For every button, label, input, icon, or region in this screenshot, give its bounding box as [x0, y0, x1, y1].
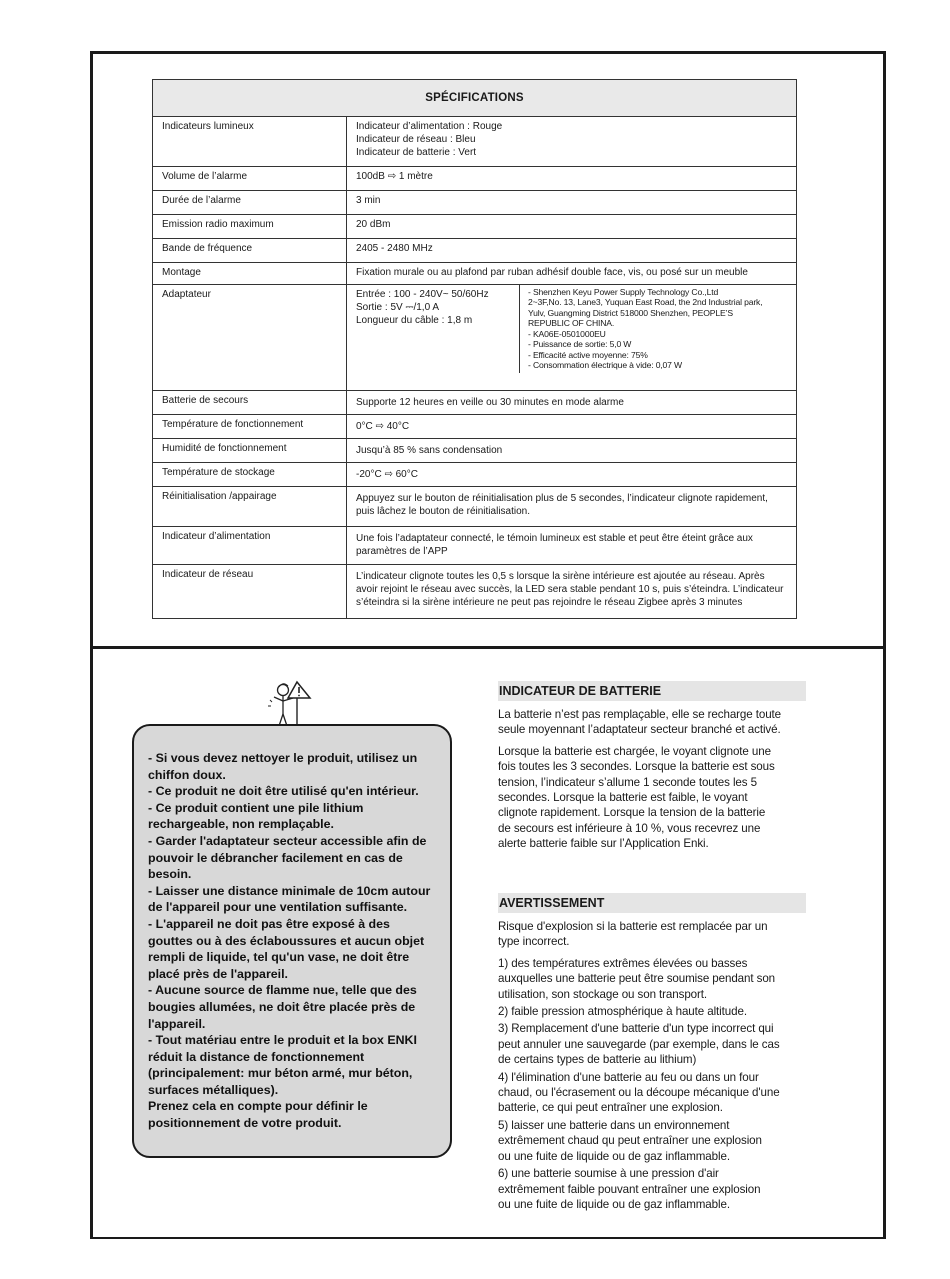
text-line: 3 min — [356, 195, 381, 206]
spec-row — [153, 191, 797, 215]
spec-row — [153, 415, 797, 439]
text-line: Longueur du câble : 1,8 m — [356, 315, 473, 326]
text-line: L’indicateur clignote toutes les 0,5 s lorsque la sirène intérieure est ajoutée au réseau. Après — [356, 571, 765, 582]
text-line: Indicateur de réseau : Bleu — [356, 134, 476, 145]
text-line: tension, l’indicateur s’allume 1 seconde toutes les 5 — [498, 775, 757, 789]
avertissement-item — [498, 1070, 805, 1116]
text-line: alerte batterie faible sur l’Application Enki. — [498, 837, 709, 851]
text-line: type incorrect. — [498, 935, 570, 949]
text-line: paramètres de l’APP — [356, 546, 448, 557]
text-line: réduit la distance de fonctionnement — [148, 1049, 365, 1064]
avertissement-item — [498, 1021, 805, 1067]
text-line: extrêmement chaud qu peut entraîner une explosion — [498, 1134, 762, 1148]
text-line: - Puissance de sortie: 5,0 W — [528, 339, 632, 350]
text-line: - L'appareil ne doit pas être exposé à des — [148, 916, 390, 931]
text-line: - Ce produit ne doit être utilisé qu'en intérieur. — [148, 784, 419, 799]
text-line: utilisation, son stockage ou son transport. — [498, 987, 708, 1001]
safety-warning-box — [132, 724, 452, 1158]
spec-label: Température de fonctionnement — [153, 415, 347, 439]
text-line: clignote rapidement. Lorsque la tension de la batterie — [498, 806, 766, 820]
text-line: - Laisser une distance minimale de 10cm autour — [148, 883, 431, 898]
spec-label: Montage — [153, 263, 347, 285]
text-line: gouttes ou à des éclaboussures et aucun objet — [148, 933, 425, 948]
spec-label: Indicateurs lumineux — [153, 117, 347, 167]
spec-value — [347, 263, 797, 285]
spec-label: Réinitialisation /appairage — [153, 487, 347, 527]
spec-value — [347, 415, 797, 439]
spec-value — [347, 167, 797, 191]
spec-value — [347, 117, 797, 167]
avertissement-intro — [498, 919, 805, 950]
text-line: - Aucune source de flamme nue, telle que des — [148, 983, 417, 998]
specifications-title: SPÉCIFICATIONS — [153, 80, 797, 117]
spec-row — [153, 167, 797, 191]
text-line: Une fois l’adaptateur connecté, le témoin lumineux est stable et peut être éteint grâce aux — [356, 533, 753, 544]
text-line: Prenez cela en compte pour définir le — [148, 1099, 368, 1114]
text-line: - Ce produit contient une pile lithium — [148, 800, 364, 815]
text-line: batterie, ce qui peut entraîner une explosion. — [498, 1101, 723, 1115]
spec-value — [347, 285, 797, 391]
text-line: 2~3F,No. 13, Lane3, Yuquan East Road, the 2nd Industrial park, — [528, 297, 763, 308]
text-line: Lorsque la batterie est chargée, le voyant clignote une — [498, 744, 771, 758]
text-line: Sortie : 5V ⎓/1,0 A — [356, 302, 440, 313]
avertissement-item — [498, 1118, 805, 1164]
caution-person-icon — [266, 680, 318, 728]
spec-label: Emission radio maximum — [153, 215, 347, 239]
spec-label: Adaptateur — [153, 285, 347, 391]
text-line: bougies allumées, ne doit être placée près de — [148, 999, 416, 1014]
text-line: besoin. — [148, 867, 192, 882]
text-line: Entrée : 100 - 240V~ 50/60Hz — [356, 289, 489, 300]
text-line: extrêmement faible pouvant entraîner une explosion — [498, 1182, 761, 1196]
spec-value — [347, 439, 797, 463]
text-line: Indicateur d’alimentation : Rouge — [356, 121, 503, 132]
spec-row — [153, 239, 797, 263]
text-line: s’éteindra si la sirène intérieure ne peut pas rejoindre le réseau Zigbee après 3 minutes — [356, 597, 743, 608]
text-line: ou une fuite de liquide ou de gaz inflammable. — [498, 1149, 730, 1163]
text-line: - KA06E-0501000EU — [528, 328, 606, 339]
text-line: chiffon doux. — [148, 767, 226, 782]
text-line: placé près de l'appareil. — [148, 966, 288, 981]
text-line: - Efficacité active moyenne: 75% — [528, 349, 648, 360]
spec-row — [153, 487, 797, 527]
text-line: Appuyez sur le bouton de réinitialisation plus de 5 secondes, l’indicateur clignote rapidement, — [356, 493, 768, 504]
text-line: 100dB ⇨ 1 mètre — [356, 171, 433, 182]
battery-indicator-section — [498, 681, 805, 852]
text-line: positionnement de votre produit. — [148, 1116, 342, 1131]
spec-value — [347, 239, 797, 263]
spec-label: Humidité de fonctionnement — [153, 439, 347, 463]
text-line: Jusqu’à 85 % sans condensation — [356, 445, 503, 456]
text-line: 2405 - 2480 MHz — [356, 243, 433, 254]
text-line: 6) une batterie soumise à une pression d'air — [498, 1167, 719, 1181]
text-line: l'appareil. — [148, 1016, 206, 1031]
spec-row — [153, 215, 797, 239]
text-line: ou une fuite de liquide ou de gaz inflammable. — [498, 1197, 730, 1211]
spec-value — [347, 487, 797, 527]
text-line: Indicateur de batterie : Vert — [356, 147, 477, 158]
avertissement-section — [498, 893, 805, 1212]
text-line: REPUBLIC OF CHINA. — [528, 318, 615, 329]
spec-value — [347, 463, 797, 487]
text-line: 0°C ⇨ 40°C — [356, 421, 410, 432]
battery-indicator-heading: INDICATEUR DE BATTERIE — [498, 681, 806, 701]
spec-label: Température de stockage — [153, 463, 347, 487]
battery-paragraph-1 — [498, 707, 805, 738]
text-line: seule moyennant l’adaptateur secteur branché et activé. — [498, 723, 781, 737]
spec-row — [153, 263, 797, 285]
text-line: 20 dBm — [356, 219, 391, 230]
spec-row — [153, 117, 797, 167]
spec-value — [347, 565, 797, 619]
text-line: chaud, ou l'écrasement ou la découpe mécanique d'une — [498, 1086, 780, 1100]
text-line: - Shenzhen Keyu Power Supply Technology Co.,Ltd — [528, 287, 719, 297]
text-line: pouvoir le débrancher facilement en cas de — [148, 850, 403, 865]
text-line: auxquelles une batterie peut être soumise pendant son — [498, 972, 776, 986]
spec-row — [153, 439, 797, 463]
spec-value — [347, 215, 797, 239]
avertissement-item — [498, 956, 805, 1002]
spec-label: Batterie de secours — [153, 391, 347, 415]
text-line: secondes. Lorsque la batterie est faible, le voyant — [498, 791, 748, 805]
adapter-specs — [347, 285, 520, 373]
text-line: rechargeable, non remplaçable. — [148, 817, 334, 832]
spec-label: Bande de fréquence — [153, 239, 347, 263]
text-line: 4) l'élimination d'une batterie au feu ou dans un four — [498, 1070, 759, 1084]
spec-row — [153, 463, 797, 487]
spec-value — [347, 527, 797, 565]
spec-label: Durée de l’alarme — [153, 191, 347, 215]
specifications-body — [153, 117, 797, 619]
spec-row — [153, 285, 797, 391]
text-line: de secours est inférieure à 10 %, vous recevrez une — [498, 821, 761, 835]
adapter-manufacturer-info — [520, 285, 796, 373]
spec-row — [153, 391, 797, 415]
text-line: 3) Remplacement d'une batterie d'un type incorrect qui — [498, 1022, 774, 1036]
spec-value — [347, 191, 797, 215]
text-line: rempli de liquide, tel qu'un vase, ne doit être — [148, 950, 410, 965]
spec-label: Volume de l’alarme — [153, 167, 347, 191]
bottom-rule — [90, 1237, 886, 1239]
text-line: Supporte 12 heures en veille ou 30 minutes en mode alarme — [356, 397, 624, 408]
text-line: de l'appareil pour une ventilation suffisante. — [148, 900, 408, 915]
battery-paragraph-2 — [498, 744, 805, 852]
avertissement-item — [498, 1004, 805, 1019]
text-line: (principalement: mur béton armé, mur béton, — [148, 1066, 413, 1081]
text-line: 2) faible pression atmosphérique à haute altitude. — [498, 1005, 747, 1019]
avertissement-heading: AVERTISSEMENT — [498, 893, 806, 913]
text-line: - Consommation électrique à vide: 0,07 W — [528, 360, 683, 371]
spec-label: Indicateur d’alimentation — [153, 527, 347, 565]
text-line: Risque d'explosion si la batterie est remplacée par un — [498, 920, 768, 933]
spec-value — [347, 391, 797, 415]
specifications-table — [152, 79, 797, 619]
text-line: fois toutes les 3 secondes. Lorsque la batterie est sous — [498, 760, 775, 774]
text-line: La batterie n’est pas remplaçable, elle se recharge toute — [498, 708, 782, 721]
text-line: surfaces métalliques). — [148, 1082, 279, 1097]
text-line: de certains types de batterie au lithium) — [498, 1053, 697, 1067]
text-line: -20°C ⇨ 60°C — [356, 469, 418, 480]
text-line: 1) des températures extrêmes élevées ou basses — [498, 956, 748, 970]
text-line: peut annuler une sauvegarde (par exemple, dans le cas — [498, 1037, 780, 1051]
text-line: - Garder l'adaptateur secteur accessible afin de — [148, 833, 427, 848]
text-line: Yulv, Guangming District 518000 Shenzhen, PEOPLE’S — [528, 307, 733, 318]
spec-row — [153, 565, 797, 619]
avertissement-item — [498, 1166, 805, 1212]
text-line: - Tout matériau entre le produit et la box ENKI — [148, 1033, 417, 1048]
spec-row — [153, 527, 797, 565]
text-line: puis lâchez le bouton de réinitialisation. — [356, 506, 530, 517]
text-line: avoir rejoint le réseau avec succès, la LED sera stable pendant 10 s, puis s’éteindra. L’indicateur — [356, 584, 784, 595]
text-line: - Si vous devez nettoyer le produit, utilisez un — [148, 751, 418, 765]
avertissement-list — [498, 956, 805, 1213]
text-line: 5) laisser une batterie dans un environnement — [498, 1118, 730, 1132]
spec-label: Indicateur de réseau — [153, 565, 347, 619]
text-line: Fixation murale ou au plafond par ruban adhésif double face, vis, ou posé sur un meuble — [356, 267, 748, 278]
